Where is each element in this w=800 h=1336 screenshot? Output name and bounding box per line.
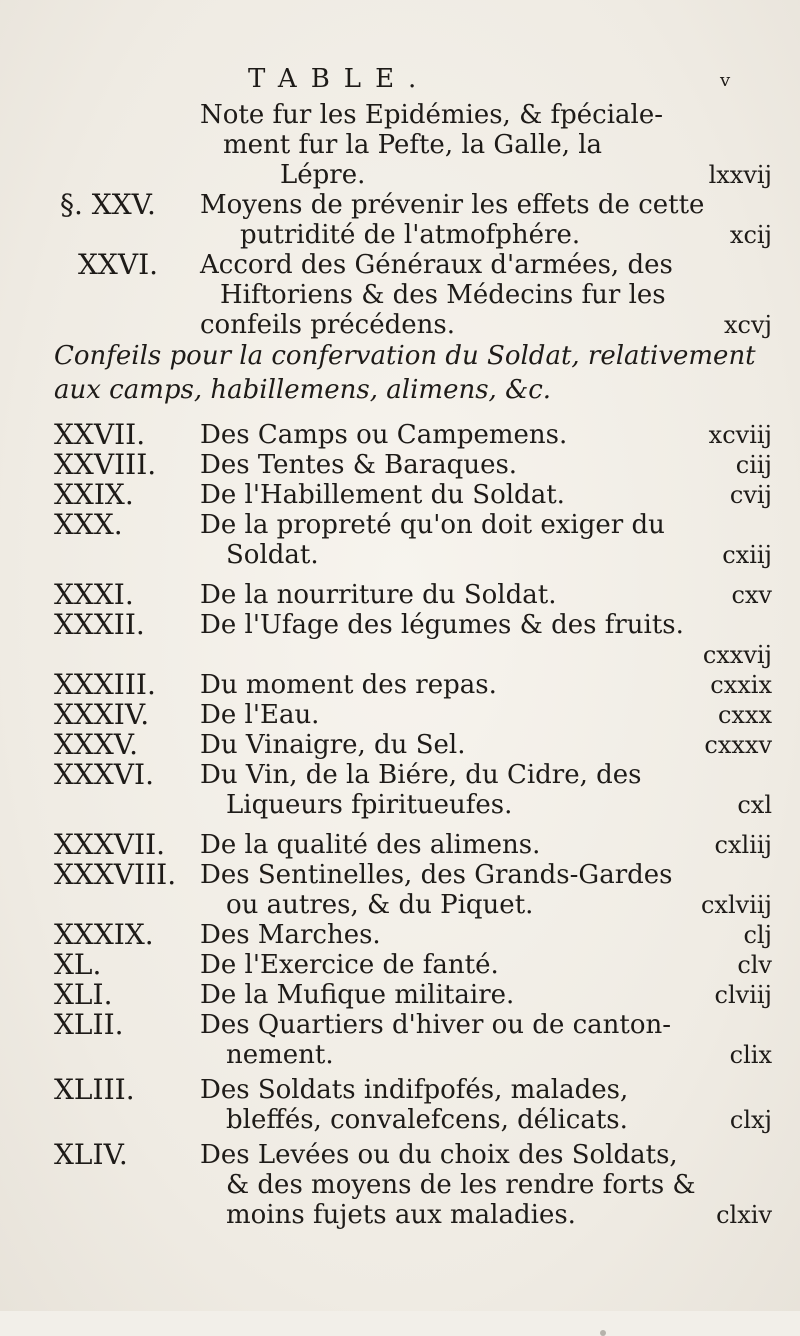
entry-number: XXVI.: [78, 248, 159, 281]
entry-number: XXVIII.: [54, 448, 157, 481]
entry-text-line: De la nourriture du Soldat.: [200, 580, 557, 610]
entry-text-line: nement.: [226, 1040, 334, 1070]
entry-page: cxxxv: [704, 731, 772, 759]
entry-number: XXXVII.: [54, 828, 166, 861]
entry-text-line: Du Vin, de la Biére, du Cidre, des: [200, 760, 642, 790]
entry-page: clj: [743, 921, 772, 949]
entry-page: cvij: [729, 481, 772, 509]
entry-text-line: confeils précédens.: [200, 310, 455, 340]
entry-text-line: moins fujets aux maladies.: [226, 1200, 576, 1230]
entry-text-line: Du moment des repas.: [200, 670, 497, 700]
entry-text-line: Note fur les Epidémies, & fpéciale-: [200, 100, 663, 130]
entry-number: XLIII.: [54, 1073, 135, 1106]
entry-page: xcvj: [724, 311, 772, 339]
entry-page: cxl: [737, 791, 772, 819]
entry-text-line: & des moyens de les rendre forts &: [226, 1170, 696, 1200]
entry-text-line: Du Vinaigre, du Sel.: [200, 730, 466, 760]
entry-text-line: De l'Habillement du Soldat.: [200, 480, 565, 510]
entry-text-line: Liqueurs fpiritueufes.: [226, 790, 513, 820]
entry-text-line: De l'Ufage des légumes & des fruits.: [200, 610, 684, 640]
entry-text-line: Des Sentinelles, des Grands-Gardes: [200, 860, 673, 890]
entry-page: cxliij: [714, 831, 772, 859]
page-number: v: [720, 70, 731, 91]
entry-text-line: ou autres, & du Piquet.: [226, 890, 534, 920]
entry-number: XXXII.: [54, 608, 145, 641]
entry-text-line: bleffés, convalefcens, délicats.: [226, 1105, 628, 1135]
entry-text-line: Soldat.: [226, 540, 319, 570]
entry-page: clix: [729, 1041, 772, 1069]
entry-number: XXXVIII.: [54, 858, 177, 891]
entry-number: XLI.: [54, 978, 113, 1011]
entry-page: ciij: [735, 451, 772, 479]
entry-page: cxxx: [717, 701, 772, 729]
entry-page: clv: [737, 951, 772, 979]
entry-text-line: De la qualité des alimens.: [200, 830, 541, 860]
running-head: TABLE.: [248, 64, 431, 94]
entry-number: XXX.: [54, 508, 123, 541]
entry-page: cxv: [731, 581, 772, 609]
entry-page: lxxvij: [708, 161, 772, 189]
entry-text-line: Des Soldats indifpofés, malades,: [200, 1075, 629, 1105]
entry-number: XXXIV.: [54, 698, 150, 731]
entry-number: XXXV.: [54, 728, 139, 761]
entry-number: XXXIII.: [54, 668, 156, 701]
entry-number: XLIV.: [54, 1138, 128, 1171]
entry-page: xcviij: [708, 421, 772, 449]
entry-page: cxlviij: [700, 891, 772, 919]
entry-text-line: De l'Exercice de fanté.: [200, 950, 499, 980]
entry-text-line: Des Tentes & Baraques.: [200, 450, 518, 480]
entry-text-line: Des Marches.: [200, 920, 381, 950]
entry-text-line: Lépre.: [280, 160, 366, 190]
entry-number: XLII.: [54, 1008, 124, 1041]
entry-page: clviij: [714, 981, 772, 1009]
entry-text-line: De l'Eau.: [200, 700, 320, 730]
section-heading-line: aux camps, habillemens, alimens, &c.: [54, 375, 552, 405]
entry-text-line: De la Mufique militaire.: [200, 980, 515, 1010]
entry-text-line: De la propreté qu'on doit exiger du: [200, 510, 665, 540]
entry-number: XL.: [54, 948, 102, 981]
entry-number: XXXIX.: [54, 918, 154, 951]
entry-text-line: Des Levées ou du choix des Soldats,: [200, 1140, 678, 1170]
paper-speck: [600, 1330, 606, 1336]
section-heading-line: Confeils pour la confervation du Soldat, relativement: [54, 341, 756, 371]
entry-text-line: Accord des Généraux d'armées, des: [200, 250, 673, 280]
entry-page: cxxvij: [702, 641, 772, 669]
entry-page: cxxix: [710, 671, 772, 699]
entry-text-line: ment fur la Pefte, la Galle, la: [223, 130, 603, 160]
entry-number: XXIX.: [54, 478, 134, 511]
entry-text-line: Hiftoriens & des Médecins fur les: [220, 280, 666, 310]
entry-page: clxiv: [716, 1201, 772, 1229]
entry-number: §. XXV.: [60, 188, 156, 221]
entry-number: XXXI.: [54, 578, 134, 611]
entry-number: XXVII.: [54, 418, 146, 451]
entry-text-line: Des Quartiers d'hiver ou de canton-: [200, 1010, 672, 1040]
entry-page: clxj: [729, 1106, 772, 1134]
entry-text-line: Moyens de prévenir les effets de cette: [200, 190, 705, 220]
entry-number: XXXVI.: [54, 758, 154, 791]
entry-text-line: putridité de l'atmofphére.: [240, 220, 581, 250]
entry-text-line: Des Camps ou Campemens.: [200, 420, 568, 450]
entry-page: xcij: [729, 221, 772, 249]
entry-page: cxiij: [722, 541, 772, 569]
